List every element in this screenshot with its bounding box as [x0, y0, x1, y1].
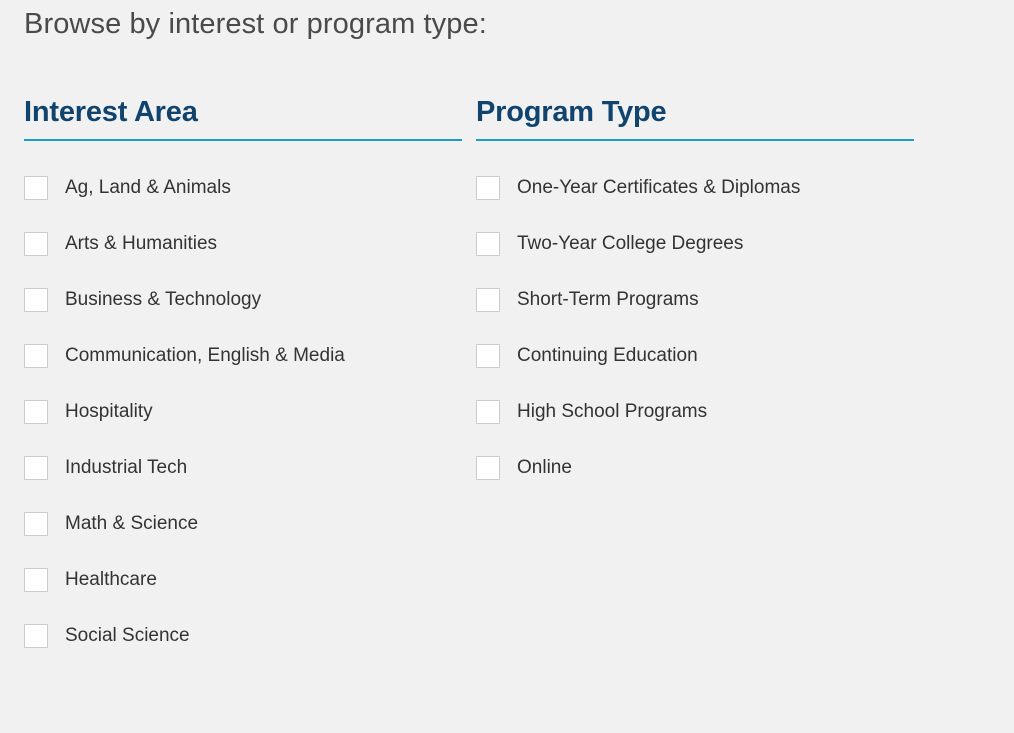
- filter-column-interest-area: [0, 96, 476, 678]
- checkbox-icon[interactable]: [24, 176, 48, 200]
- list-item-label[interactable]: Industrial Tech: [65, 457, 188, 478]
- interest-area-title-rule: [24, 139, 462, 141]
- interest-area-title-wrap: [24, 96, 462, 141]
- list-item[interactable]: [24, 174, 476, 202]
- list-item-label[interactable]: High School Programs: [517, 401, 708, 422]
- list-item[interactable]: [24, 622, 476, 650]
- list-item[interactable]: [24, 286, 476, 314]
- list-item-label[interactable]: Short-Term Programs: [517, 289, 699, 310]
- checkbox-icon[interactable]: [24, 624, 48, 648]
- list-item[interactable]: [24, 566, 476, 594]
- list-item-label[interactable]: Healthcare: [65, 569, 157, 590]
- page-title: Browse by interest or program type:: [24, 8, 487, 40]
- list-item[interactable]: [24, 454, 476, 482]
- interest-area-title: Interest Area: [24, 96, 198, 128]
- list-item-label[interactable]: Two-Year College Degrees: [517, 233, 744, 254]
- list-item-label[interactable]: Social Science: [65, 625, 190, 646]
- list-item[interactable]: [24, 342, 476, 370]
- list-item-label[interactable]: Continuing Education: [517, 345, 698, 366]
- checkbox-icon[interactable]: [24, 456, 48, 480]
- checkbox-icon[interactable]: [24, 512, 48, 536]
- list-item-label[interactable]: Business & Technology: [65, 289, 262, 310]
- list-item[interactable]: [24, 398, 476, 426]
- checkbox-icon[interactable]: [476, 288, 500, 312]
- program-type-title: Program Type: [476, 96, 667, 128]
- list-item[interactable]: [24, 230, 476, 258]
- list-item[interactable]: [476, 230, 1014, 258]
- checkbox-icon[interactable]: [476, 344, 500, 368]
- list-item[interactable]: [24, 510, 476, 538]
- list-item-label[interactable]: Hospitality: [65, 401, 153, 422]
- list-item-label[interactable]: Communication, English & Media: [65, 345, 345, 366]
- checkbox-icon[interactable]: [476, 232, 500, 256]
- list-item-label[interactable]: Arts & Humanities: [65, 233, 218, 254]
- list-item[interactable]: [476, 454, 1014, 482]
- checkbox-icon[interactable]: [24, 400, 48, 424]
- list-item[interactable]: [476, 398, 1014, 426]
- checkbox-icon[interactable]: [476, 176, 500, 200]
- list-item-label[interactable]: One-Year Certificates & Diplomas: [517, 177, 801, 198]
- interest-area-options: [24, 174, 476, 650]
- list-item-label[interactable]: Math & Science: [65, 513, 199, 534]
- list-item[interactable]: [476, 174, 1014, 202]
- checkbox-icon[interactable]: [24, 232, 48, 256]
- list-item-label[interactable]: Ag, Land & Animals: [65, 177, 231, 198]
- program-type-title-wrap: [476, 96, 914, 141]
- program-type-title-rule: [476, 139, 914, 141]
- checkbox-icon[interactable]: [476, 400, 500, 424]
- filter-columns: [0, 96, 1014, 678]
- filter-column-program-type: [476, 96, 1014, 678]
- program-type-options: [476, 174, 1014, 482]
- list-item[interactable]: [476, 342, 1014, 370]
- checkbox-icon[interactable]: [24, 288, 48, 312]
- list-item[interactable]: [476, 286, 1014, 314]
- checkbox-icon[interactable]: [476, 456, 500, 480]
- list-item-label[interactable]: Online: [517, 457, 572, 478]
- checkbox-icon[interactable]: [24, 344, 48, 368]
- checkbox-icon[interactable]: [24, 568, 48, 592]
